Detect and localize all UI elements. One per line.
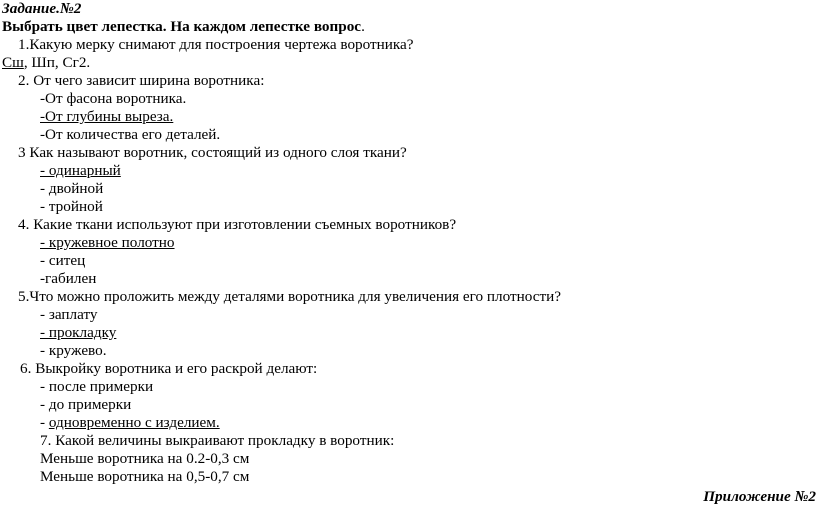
answer-correct: одновременно с изделием. bbox=[48, 414, 220, 431]
question-7-option-2: Меньше воротника на 0,5-0,7 см bbox=[40, 468, 250, 485]
question-5-option-1: - заплату bbox=[40, 306, 98, 323]
question-5-option-2: - прокладку bbox=[40, 324, 117, 341]
question-2-option-3: -От количества его деталей. bbox=[40, 126, 221, 143]
question-3-option-2: - двойной bbox=[40, 180, 104, 197]
question-5-option-3: - кружево. bbox=[40, 342, 107, 359]
option-prefix: - bbox=[40, 414, 49, 431]
question-4-option-1: - кружевное полотно bbox=[40, 234, 175, 251]
question-2: 2. От чего зависит ширина воротника: bbox=[18, 72, 265, 89]
question-4: 4. Какие ткани используют при изготовлении съемных воротников? bbox=[18, 216, 457, 233]
question-7: 7. Какой величины выкраивают прокладку в воротник: bbox=[40, 432, 395, 449]
question-4-option-2: - ситец bbox=[40, 252, 86, 269]
answer-rest: , Шп, Сг2. bbox=[23, 54, 91, 71]
question-6-option-2: - до примерки bbox=[40, 396, 132, 413]
question-6-option-3 bbox=[40, 414, 220, 432]
question-3-option-3: - тройной bbox=[40, 198, 103, 215]
question-2-option-1: -От фасона воротника. bbox=[40, 90, 187, 107]
question-7-option-1: Меньше воротника на 0.2-0,3 см bbox=[40, 450, 250, 467]
instruction-period: . bbox=[361, 18, 365, 35]
question-5: 5.Что можно проложить между деталями воротника для увеличения его плотности? bbox=[18, 288, 561, 305]
instruction-text: Выбрать цвет лепестка. На каждом лепестке вопрос bbox=[2, 18, 362, 35]
question-1-answers bbox=[2, 54, 90, 72]
appendix-label: Приложение №2 bbox=[703, 488, 816, 505]
instruction-line bbox=[2, 18, 365, 36]
question-2-option-2: -От глубины выреза. bbox=[40, 108, 174, 125]
question-4-option-3: -габилен bbox=[40, 270, 97, 287]
question-6-option-1: - после примерки bbox=[40, 378, 154, 395]
question-6: 6. Выкройку воротника и его раскрой делают: bbox=[20, 360, 318, 377]
answer-correct: Сш bbox=[2, 54, 24, 71]
question-3: 3 Как называют воротник, состоящий из одного слоя ткани? bbox=[18, 144, 407, 161]
task-title: Задание.№2 bbox=[2, 0, 82, 17]
question-3-option-1: - одинарный bbox=[40, 162, 121, 179]
question-1: 1.Какую мерку снимают для построения чертежа воротника? bbox=[18, 36, 414, 53]
